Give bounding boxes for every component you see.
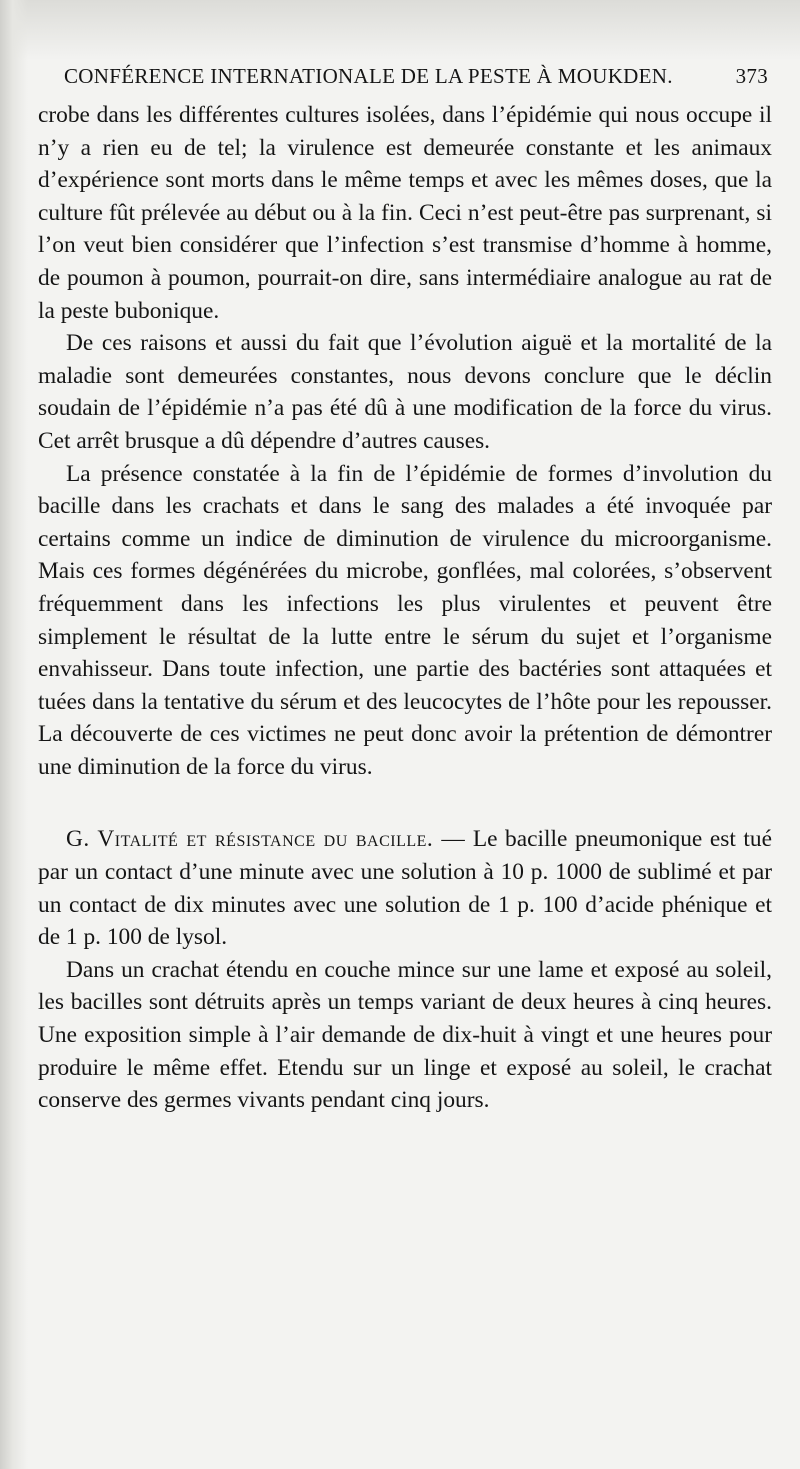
scan-edge-left [0, 0, 28, 1469]
running-header-title: CONFÉRENCE INTERNATIONALE DE LA PESTE À MOUKDEN. [64, 64, 673, 88]
paragraph-4-text: Le bacille pneumonique est tué par un contact d’une minute avec une solution à 10 p. 1000 de sublimé et par un contact de dix minutes avec une solution de 1 p. 100 d’acide phénique et de 1 p. 100 de lysol. [38, 826, 772, 951]
body-text [38, 99, 772, 1117]
paragraph-4 [38, 823, 772, 953]
paragraph-5: Dans un crachat étendu en couche mince sur une lame et exposé au soleil, les bacilles sont détruits après un temps variant de deux heures à cinq heures. Une exposition simple à l’air demande de dix-huit à vingt et une heures pour produire le même effet. Etendu sur un linge et exposé au soleil, le crachat conserve des germes vivants pendant cinq jours. [38, 956, 772, 1114]
scan-edge-top [0, 0, 800, 60]
section-spacer [38, 783, 772, 823]
paragraph-2: De ces raisons et aussi du fait que l’évolution aiguë et la mortalité de la maladie sont demeurées constantes, nous devons conclure que le déclin soudain de l’épidémie n’a pas été dû à une modification de la force du virus. Cet arrêt brusque a dû dépendre d’autres causes. [38, 330, 772, 454]
book-page [38, 64, 772, 1117]
paragraph-3: La présence constatée à la fin de l’épidémie de formes d’involution du bacille dans les crachats et dans le sang des malades a été invoquée par certains comme un indice de diminution de virulence du microorganisme. Mais ces formes dégénérées du microbe, gonflées, mal colorées, s’observent fréquemment dans les infections les plus virulentes et peuvent être simplement le résultat de la lutte entre le sérum du sujet et l’organisme envahisseur. Dans toute infection, une partie des bactéries sont attaquées et tuées dans la tentative du sérum et des leucocytes de l’hôte pour les repousser. La découverte de ces victimes ne peut donc avoir la prétention de démontrer une diminution de la force du virus. [38, 460, 772, 780]
page-number: 373 [735, 64, 768, 88]
section-heading: G. Vitalité et résistance du bacille. — [66, 826, 466, 853]
paragraph-1: crobe dans les différentes cultures isolées, dans l’épidémie qui nous occupe il n’y a rien eu de tel; la virulence est demeurée constante et les animaux d’expérience sont morts dans le même temps et avec les mêmes doses, que la culture fût prélevée au début ou à la fin. Ceci n’est peut-être pas surprenant, si l’on veut bien considérer que l’infection s’est transmise d’homme à homme, de poumon à poumon, pourrait-on dire, sans intermédiaire analogue au rat de la peste bubonique. [38, 102, 772, 324]
running-header [38, 64, 772, 89]
